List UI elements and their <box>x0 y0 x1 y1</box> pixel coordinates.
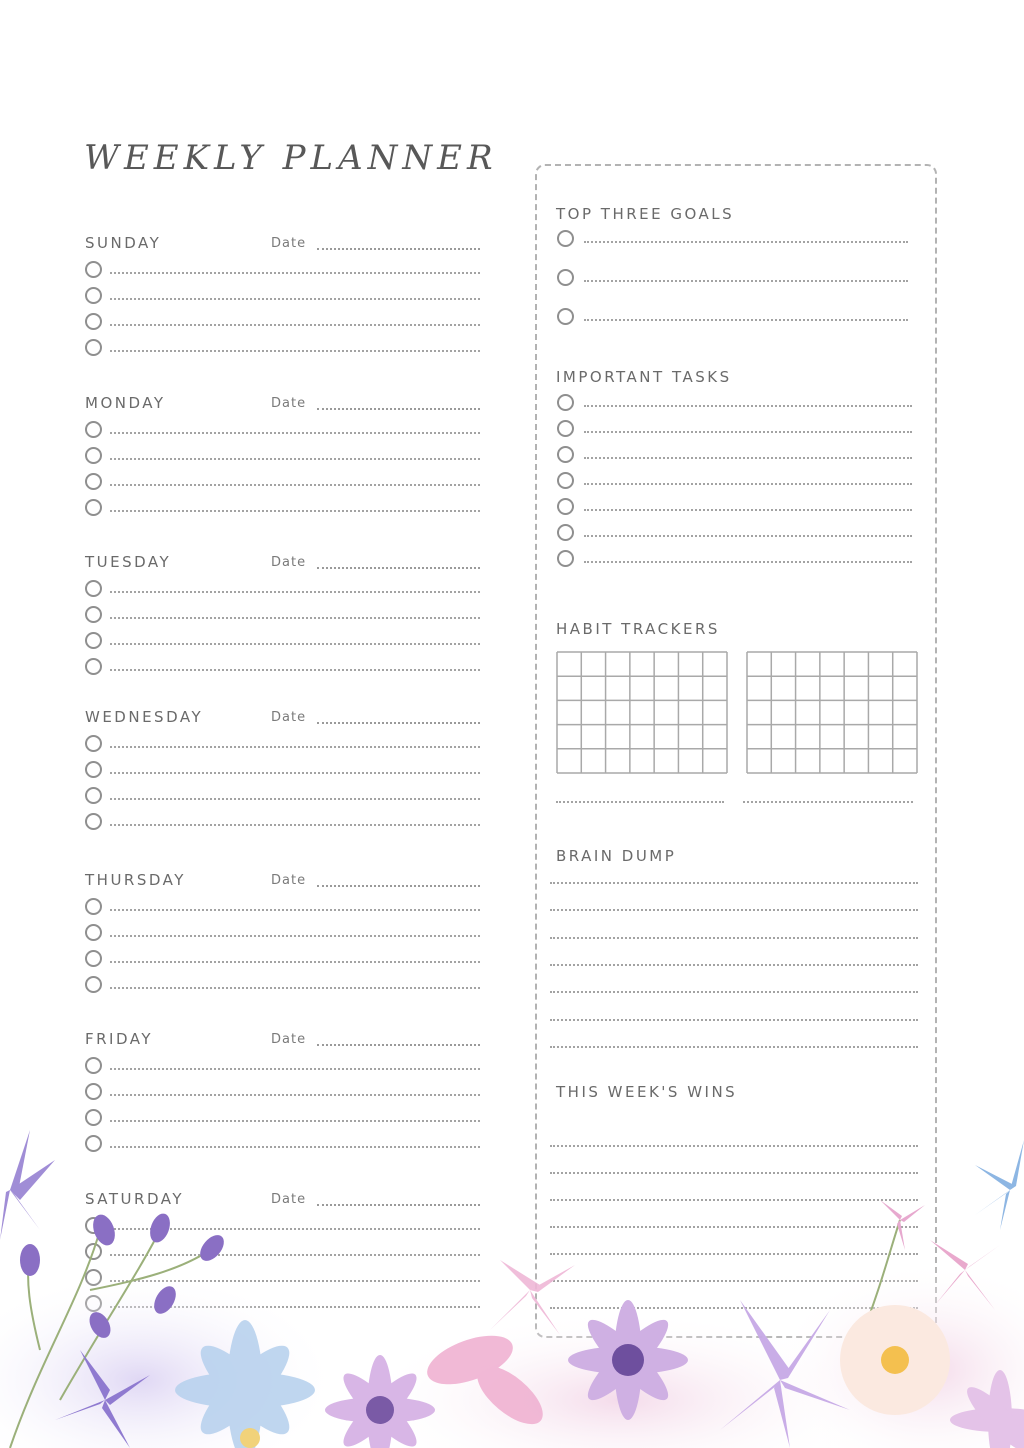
important-task-row <box>556 446 912 466</box>
day-name: THURSDAY <box>85 871 186 889</box>
task-line[interactable] <box>110 591 480 593</box>
task-row <box>84 261 480 281</box>
day-name: TUESDAY <box>85 553 172 571</box>
habit-trackers-heading: HABIT TRACKERS <box>556 620 720 638</box>
habit-grid[interactable] <box>746 651 918 774</box>
day-section <box>84 234 480 359</box>
checkbox-circle[interactable] <box>85 580 102 597</box>
goal-line[interactable] <box>584 241 908 243</box>
checkbox-circle[interactable] <box>557 269 574 286</box>
task-row <box>84 924 480 944</box>
important-task-row <box>556 498 912 518</box>
date-field[interactable] <box>317 1044 480 1046</box>
brain-dump-line[interactable] <box>550 964 918 966</box>
checkbox-circle[interactable] <box>557 230 574 247</box>
day-name: WEDNESDAY <box>85 708 204 726</box>
goal-line[interactable] <box>584 280 908 282</box>
date-field[interactable] <box>317 885 480 887</box>
date-field[interactable] <box>317 248 480 250</box>
goal-row <box>556 269 908 289</box>
date-label: Date <box>271 555 307 570</box>
goal-row <box>556 230 908 250</box>
task-row <box>84 658 480 678</box>
task-line[interactable] <box>110 909 480 911</box>
task-row <box>84 313 480 333</box>
goal-line[interactable] <box>584 319 908 321</box>
checkbox-circle[interactable] <box>85 950 102 967</box>
checkbox-circle[interactable] <box>557 420 574 437</box>
important-task-row <box>556 524 912 544</box>
date-label: Date <box>271 1032 307 1047</box>
task-line[interactable] <box>584 535 912 537</box>
habit-name-line[interactable] <box>743 801 913 803</box>
day-name: SUNDAY <box>85 234 162 252</box>
task-line[interactable] <box>584 483 912 485</box>
task-line[interactable] <box>584 509 912 511</box>
task-line[interactable] <box>584 561 912 563</box>
checkbox-circle[interactable] <box>85 761 102 778</box>
checkbox-circle[interactable] <box>557 498 574 515</box>
date-field[interactable] <box>317 408 480 410</box>
task-line[interactable] <box>110 484 480 486</box>
checkbox-circle[interactable] <box>85 473 102 490</box>
task-line[interactable] <box>110 798 480 800</box>
task-line[interactable] <box>584 405 912 407</box>
task-row <box>84 339 480 359</box>
day-section <box>84 708 480 833</box>
task-row <box>84 606 480 626</box>
habit-name-line[interactable] <box>556 801 724 803</box>
task-line[interactable] <box>110 824 480 826</box>
checkbox-circle[interactable] <box>557 308 574 325</box>
date-field[interactable] <box>317 567 480 569</box>
checkbox-circle[interactable] <box>85 735 102 752</box>
task-line[interactable] <box>110 272 480 274</box>
task-row <box>84 898 480 918</box>
task-row <box>84 447 480 467</box>
brain-dump-heading: BRAIN DUMP <box>556 847 677 865</box>
day-section <box>84 871 480 996</box>
date-label: Date <box>271 873 307 888</box>
date-label: Date <box>271 236 307 251</box>
checkbox-circle[interactable] <box>85 287 102 304</box>
task-line[interactable] <box>110 935 480 937</box>
checkbox-circle[interactable] <box>557 472 574 489</box>
checkbox-circle[interactable] <box>557 550 574 567</box>
day-name: SATURDAY <box>85 1190 185 1208</box>
important-task-row <box>556 420 912 440</box>
checkbox-circle[interactable] <box>85 658 102 675</box>
task-row <box>84 1083 480 1103</box>
brain-dump-line[interactable] <box>550 991 918 993</box>
day-name: FRIDAY <box>85 1030 154 1048</box>
task-line[interactable] <box>110 458 480 460</box>
important-tasks-heading: IMPORTANT TASKS <box>556 368 732 386</box>
checkbox-circle[interactable] <box>85 787 102 804</box>
task-line[interactable] <box>110 987 480 989</box>
task-row <box>84 580 480 600</box>
day-name: MONDAY <box>85 394 166 412</box>
task-line[interactable] <box>110 669 480 671</box>
task-row <box>84 735 480 755</box>
checkbox-circle[interactable] <box>85 447 102 464</box>
goal-row <box>556 308 908 328</box>
date-label: Date <box>271 1192 307 1207</box>
checkbox-circle[interactable] <box>85 813 102 830</box>
floral-decoration <box>0 1120 1024 1448</box>
brain-dump-line[interactable] <box>550 882 918 884</box>
checkbox-circle[interactable] <box>85 421 102 438</box>
checkbox-circle[interactable] <box>85 1083 102 1100</box>
date-field[interactable] <box>317 722 480 724</box>
brain-dump-line[interactable] <box>550 937 918 939</box>
checkbox-circle[interactable] <box>85 632 102 649</box>
brain-dump-line[interactable] <box>550 1046 918 1048</box>
task-row <box>84 499 480 519</box>
task-row <box>84 787 480 807</box>
task-row <box>84 632 480 652</box>
top-goals-heading: TOP THREE GOALS <box>556 205 735 223</box>
task-line[interactable] <box>110 1094 480 1096</box>
task-line[interactable] <box>110 746 480 748</box>
task-row <box>84 473 480 493</box>
important-task-row <box>556 394 912 414</box>
task-row <box>84 421 480 441</box>
important-task-row <box>556 550 912 570</box>
day-section <box>84 553 480 678</box>
weekly-wins-heading: THIS WEEK'S WINS <box>556 1083 738 1101</box>
checkbox-circle[interactable] <box>85 313 102 330</box>
task-line[interactable] <box>110 772 480 774</box>
day-section <box>84 394 480 519</box>
brain-dump-line[interactable] <box>550 1019 918 1021</box>
brain-dump-line[interactable] <box>550 909 918 911</box>
checkbox-circle[interactable] <box>557 524 574 541</box>
task-line[interactable] <box>110 324 480 326</box>
checkbox-circle[interactable] <box>557 394 574 411</box>
checkbox-circle[interactable] <box>557 446 574 463</box>
checkbox-circle[interactable] <box>85 339 102 356</box>
date-label: Date <box>271 396 307 411</box>
date-label: Date <box>271 710 307 725</box>
checkbox-circle[interactable] <box>85 898 102 915</box>
task-row <box>84 761 480 781</box>
task-line[interactable] <box>584 457 912 459</box>
checkbox-circle[interactable] <box>85 924 102 941</box>
task-row <box>84 1057 480 1077</box>
checkbox-circle[interactable] <box>85 499 102 516</box>
task-line[interactable] <box>110 643 480 645</box>
task-line[interactable] <box>110 617 480 619</box>
task-line[interactable] <box>110 432 480 434</box>
habit-grid[interactable] <box>556 651 728 774</box>
task-line[interactable] <box>110 298 480 300</box>
task-line[interactable] <box>110 350 480 352</box>
important-task-row <box>556 472 912 492</box>
task-row <box>84 976 480 996</box>
task-row <box>84 950 480 970</box>
checkbox-circle[interactable] <box>85 1057 102 1074</box>
checkbox-circle[interactable] <box>85 976 102 993</box>
task-row <box>84 287 480 307</box>
task-line[interactable] <box>110 961 480 963</box>
page-title: WEEKLY PLANNER <box>84 138 498 178</box>
task-line[interactable] <box>110 510 480 512</box>
task-line[interactable] <box>110 1068 480 1070</box>
checkbox-circle[interactable] <box>85 261 102 278</box>
checkbox-circle[interactable] <box>85 606 102 623</box>
task-row <box>84 813 480 833</box>
task-line[interactable] <box>584 431 912 433</box>
